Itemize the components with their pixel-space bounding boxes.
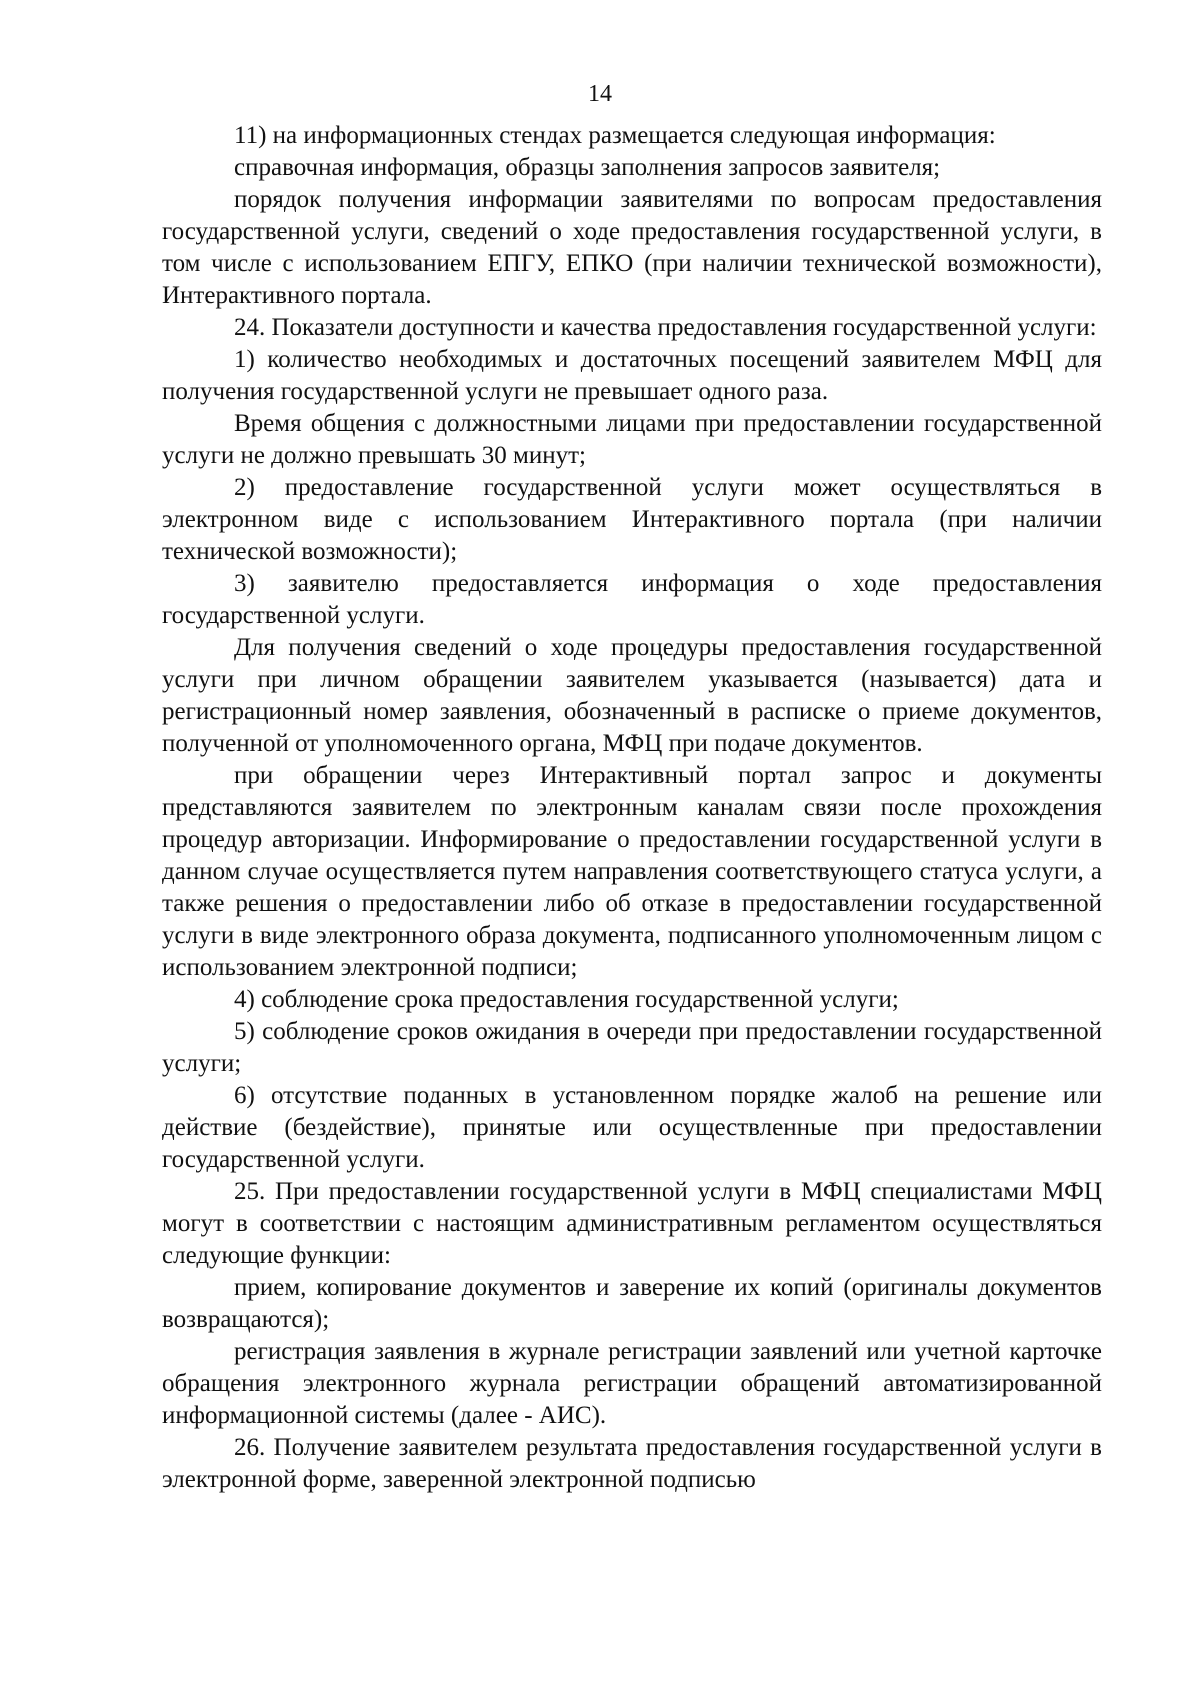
paragraph: справочная информация, образцы заполнения запросов заявителя;	[234, 154, 941, 181]
paragraph: 26. Получение заявителем результата предоставления государственной услуги в электронной форме, заверенной электронной подписью	[162, 1434, 1102, 1493]
paragraph: 25. При предоставлении государственной услуги в МФЦ специалистами МФЦ могут в соответствии с настоящим административным регламентом осуществляться следующие функции:	[162, 1178, 1102, 1269]
page-number: 14	[588, 81, 612, 107]
paragraph: 4) соблюдение срока предоставления государственной услуги;	[234, 986, 899, 1013]
paragraph: Время общения с должностными лицами при предоставлении государственной услуги не должно превышать 30 минут;	[162, 410, 1102, 469]
paragraph: прием, копирование документов и заверение их копий (оригиналы документов возвращаются);	[162, 1274, 1102, 1333]
paragraph: 6) отсутствие поданных в установленном порядке жалоб на решение или действие (бездействие), принятые или осуществленные при предоставлении государственной услуги.	[162, 1082, 1102, 1173]
paragraph: 5) соблюдение сроков ожидания в очереди при предоставлении государственной услуги;	[162, 1018, 1102, 1077]
paragraph: регистрация заявления в журнале регистрации заявлений или учетной карточке обращения электронного журнала регистрации обращений автоматизированной информационной системы (далее - АИС).	[162, 1338, 1102, 1429]
paragraph: 24. Показатели доступности и качества предоставления государственной услуги:	[234, 314, 1097, 341]
paragraph: порядок получения информации заявителями по вопросам предоставления государственной услуги, сведений о ходе предоставления государственной услуги, в том числе с использованием ЕПГУ, ЕПКО (при наличии технической возможности), Интерактивного портала.	[162, 186, 1102, 309]
paragraph: Для получения сведений о ходе процедуры предоставления государственной услуги при личном обращении заявителем указывается (называется) дата и регистрационный номер заявления, обозначенный в расписке о приеме документов, полученной от уполномоченного органа, МФЦ при подаче документов.	[162, 634, 1102, 757]
paragraph: 2) предоставление государственной услуги может осуществляться в электронном виде с использованием Интерактивного портала (при наличии технической возможности);	[162, 474, 1102, 565]
paragraph: при обращении через Интерактивный портал запрос и документы представляются заявителем по электронным каналам связи после прохождения процедур авторизации. Информирование о предоставлении государственной услуги в данном случае осуществляется путем направления соответствующего статуса услуги, а также решения о предоставлении либо об отказе в предоставлении государственной услуги в виде электронного образа документа, подписанного уполномоченным лицом с использованием электронной подписи;	[162, 762, 1102, 981]
paragraph: 1) количество необходимых и достаточных посещений заявителем МФЦ для получения государственной услуги не превышает одного раза.	[162, 346, 1102, 405]
document-body	[162, 120, 1102, 1496]
paragraph: 11) на информационных стендах размещается следующая информация:	[234, 122, 996, 149]
paragraph: 3) заявителю предоставляется информация о ходе предоставления государственной услуги.	[162, 570, 1102, 629]
